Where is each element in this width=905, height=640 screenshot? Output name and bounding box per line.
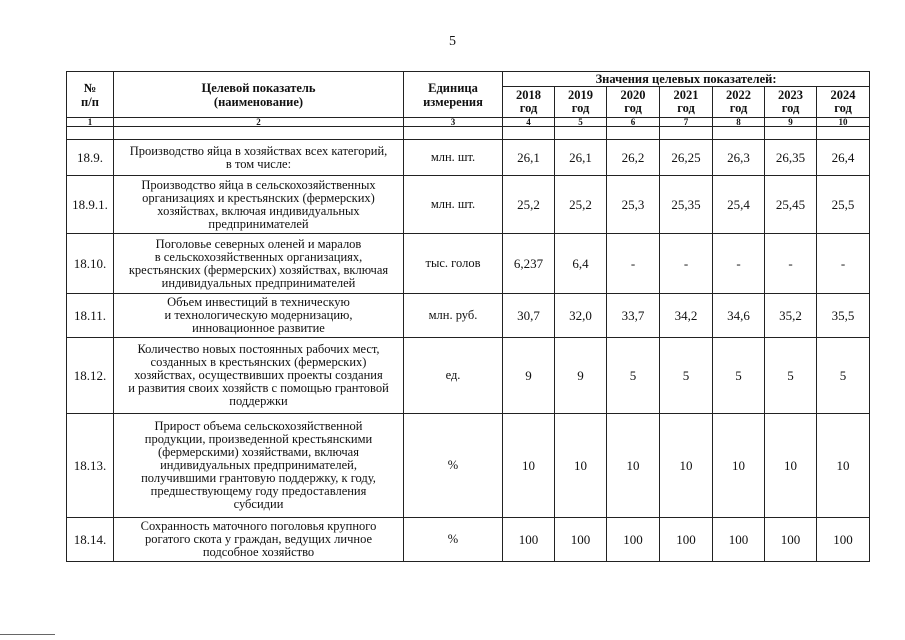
table-row	[67, 234, 870, 294]
value-2021: -	[660, 234, 713, 294]
indicator-name: Поголовье северных оленей и маралов в сельскохозяйственных организациях, крестьянских (фермерских) хозяйствах, включая индивидуальных предпринимателей	[114, 234, 404, 294]
header-unit: Единица измерения	[404, 72, 503, 118]
indicator-unit: млн. шт.	[404, 140, 503, 176]
value-2020: 10	[607, 414, 660, 518]
blank-cell	[660, 127, 713, 140]
value-2022: -	[713, 234, 765, 294]
value-2022: 26,3	[713, 140, 765, 176]
value-2020: 25,3	[607, 176, 660, 234]
value-2021: 10	[660, 414, 713, 518]
value-2018: 6,237	[503, 234, 555, 294]
blank-cell	[713, 127, 765, 140]
value-2020: 100	[607, 518, 660, 562]
value-2020: 33,7	[607, 294, 660, 338]
value-2024: 35,5	[817, 294, 870, 338]
value-2024: 10	[817, 414, 870, 518]
blank-cell	[114, 127, 404, 140]
value-2018: 10	[503, 414, 555, 518]
column-number: 8	[713, 118, 765, 127]
indicator-name: Производство яйца в сельскохозяйственных организациях и крестьянских (фермерских) хозяйствах, включая индивидуальных предпринимателей	[114, 176, 404, 234]
value-2018: 30,7	[503, 294, 555, 338]
blank-cell	[555, 127, 607, 140]
header-year-2020: 2020 год	[607, 87, 660, 118]
table-row	[67, 414, 870, 518]
value-2022: 10	[713, 414, 765, 518]
value-2018: 26,1	[503, 140, 555, 176]
header-year-2021: 2021 год	[660, 87, 713, 118]
blank-cell	[817, 127, 870, 140]
value-2024: 26,4	[817, 140, 870, 176]
header-num: № п/п	[67, 72, 114, 118]
value-2022: 34,6	[713, 294, 765, 338]
column-number: 3	[404, 118, 503, 127]
blank-cell	[607, 127, 660, 140]
row-number: 18.13.	[67, 414, 114, 518]
value-2018: 9	[503, 338, 555, 414]
value-2022: 5	[713, 338, 765, 414]
value-2021: 5	[660, 338, 713, 414]
column-number: 7	[660, 118, 713, 127]
indicator-name: Объем инвестиций в техническую и технологическую модернизацию, инновационное развитие	[114, 294, 404, 338]
indicator-unit: %	[404, 414, 503, 518]
value-2019: 6,4	[555, 234, 607, 294]
row-number: 18.12.	[67, 338, 114, 414]
column-number: 6	[607, 118, 660, 127]
header-values-title: Значения целевых показателей:	[503, 72, 870, 87]
value-2021: 34,2	[660, 294, 713, 338]
page-edge-line	[0, 634, 55, 635]
indicator-name: Производство яйца в хозяйствах всех категорий, в том числе:	[114, 140, 404, 176]
header-year-2024: 2024 год	[817, 87, 870, 118]
value-2018: 100	[503, 518, 555, 562]
value-2024: 5	[817, 338, 870, 414]
indicator-unit: тыс. голов	[404, 234, 503, 294]
column-number: 9	[765, 118, 817, 127]
value-2018: 25,2	[503, 176, 555, 234]
value-2019: 10	[555, 414, 607, 518]
value-2019: 26,1	[555, 140, 607, 176]
value-2019: 9	[555, 338, 607, 414]
value-2020: 5	[607, 338, 660, 414]
value-2019: 32,0	[555, 294, 607, 338]
header-year-2019: 2019 год	[555, 87, 607, 118]
row-number: 18.9.	[67, 140, 114, 176]
blank-cell	[404, 127, 503, 140]
table-row	[67, 294, 870, 338]
table-row	[67, 176, 870, 234]
column-number: 4	[503, 118, 555, 127]
table-row	[67, 140, 870, 176]
value-2020: 26,2	[607, 140, 660, 176]
column-number: 10	[817, 118, 870, 127]
value-2023: 26,35	[765, 140, 817, 176]
header-indicator: Целевой показатель (наименование)	[114, 72, 404, 118]
indicator-unit: %	[404, 518, 503, 562]
row-number: 18.10.	[67, 234, 114, 294]
value-2024: 100	[817, 518, 870, 562]
target-indicators-table	[66, 71, 870, 562]
table-row	[67, 338, 870, 414]
header-year-2022: 2022 год	[713, 87, 765, 118]
header-year-2023: 2023 год	[765, 87, 817, 118]
value-2022: 100	[713, 518, 765, 562]
column-number: 5	[555, 118, 607, 127]
column-number: 2	[114, 118, 404, 127]
value-2023: 10	[765, 414, 817, 518]
value-2021: 26,25	[660, 140, 713, 176]
table-row	[67, 518, 870, 562]
indicator-unit: млн. шт.	[404, 176, 503, 234]
value-2022: 25,4	[713, 176, 765, 234]
indicator-unit: млн. руб.	[404, 294, 503, 338]
value-2021: 25,35	[660, 176, 713, 234]
value-2023: 100	[765, 518, 817, 562]
column-number: 1	[67, 118, 114, 127]
value-2024: 25,5	[817, 176, 870, 234]
row-number: 18.11.	[67, 294, 114, 338]
row-number: 18.14.	[67, 518, 114, 562]
value-2021: 100	[660, 518, 713, 562]
value-2023: -	[765, 234, 817, 294]
value-2019: 25,2	[555, 176, 607, 234]
value-2019: 100	[555, 518, 607, 562]
indicator-unit: ед.	[404, 338, 503, 414]
header-year-2018: 2018 год	[503, 87, 555, 118]
indicator-name: Сохранность маточного поголовья крупного рогатого скота у граждан, ведущих личное подсобное хозяйство	[114, 518, 404, 562]
indicator-name: Прирост объема сельскохозяйственной продукции, произведенной крестьянскими (фермерскими) хозяйствами, включая индивидуальных предпринимателей, получившими грантовую поддержку, к году, предшествующему году предоставления субсидии	[114, 414, 404, 518]
row-number: 18.9.1.	[67, 176, 114, 234]
blank-cell	[503, 127, 555, 140]
indicator-name: Количество новых постоянных рабочих мест, созданных в крестьянских (фермерских) хозяйствах, осуществивших проекты создания и развития своих хозяйств с помощью грантовой поддержки	[114, 338, 404, 414]
blank-cell	[765, 127, 817, 140]
value-2024: -	[817, 234, 870, 294]
value-2023: 5	[765, 338, 817, 414]
page-number: 5	[449, 34, 456, 49]
value-2020: -	[607, 234, 660, 294]
value-2023: 35,2	[765, 294, 817, 338]
blank-cell	[67, 127, 114, 140]
value-2023: 25,45	[765, 176, 817, 234]
